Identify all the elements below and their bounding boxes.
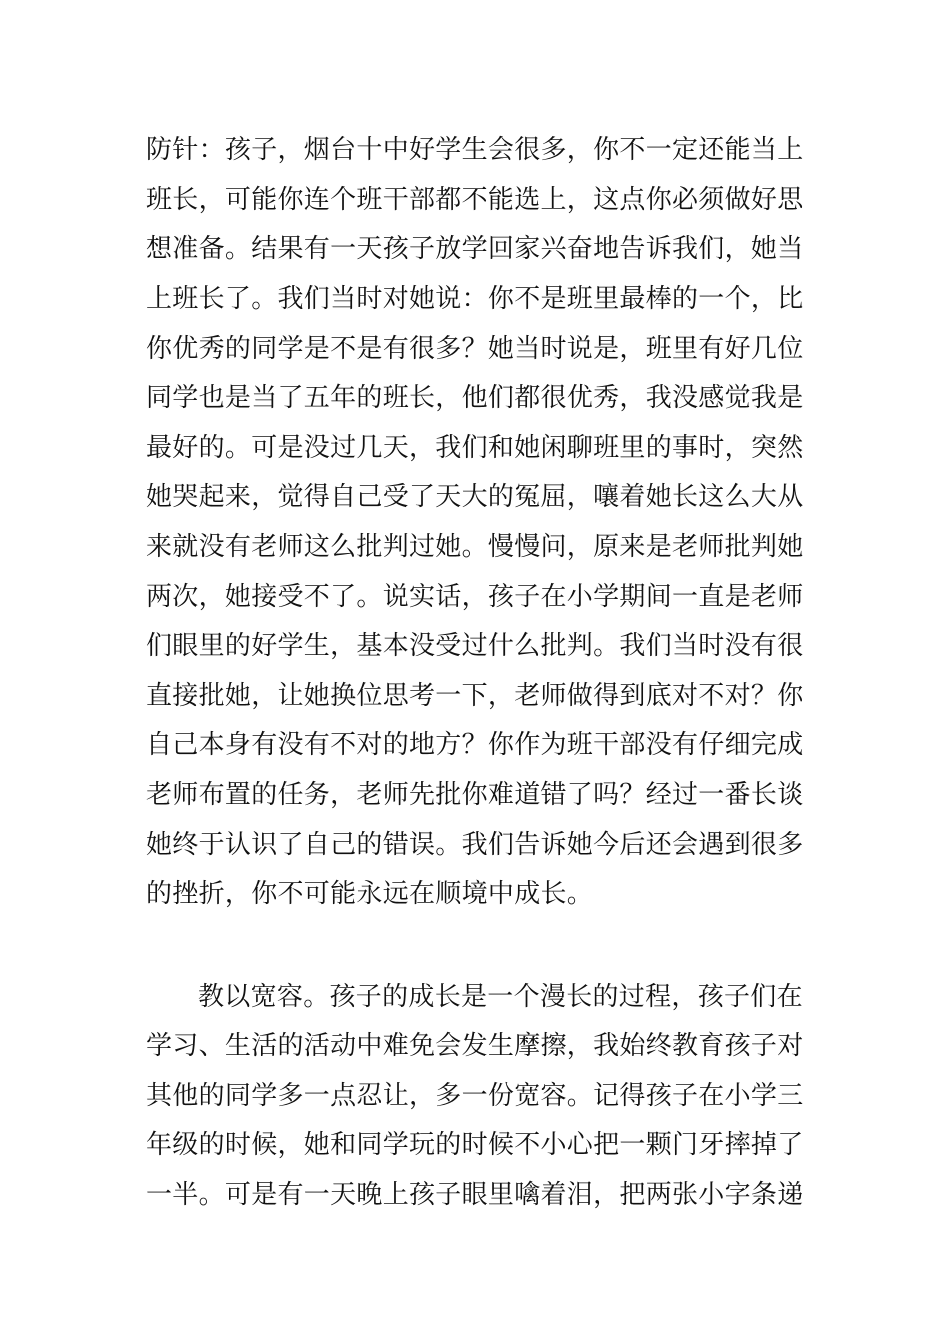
text-line: 年级的时候，她和同学玩的时候不小心把一颗门牙摔掉了 [146, 1130, 804, 1160]
text-line: 你优秀的同学是不是有很多？她当时说是，班里有好几位 [146, 334, 804, 364]
text-line: 自己本身有没有不对的地方？你作为班干部没有仔细完成 [146, 730, 804, 760]
text-line: 最好的。可是没过几天，我们和她闲聊班里的事时，突然 [146, 433, 804, 463]
text-line: 她终于认识了自己的错误。我们告诉她今后还会遇到很多 [146, 830, 804, 860]
text-line: 同学也是当了五年的班长，他们都很优秀，我没感觉我是 [146, 383, 804, 413]
text-line: 教以宽容。孩子的成长是一个漫长的过程，孩子们在 [198, 982, 803, 1012]
text-line: 她哭起来，觉得自己受了天大的冤屈，嚷着她长这么大从 [146, 482, 804, 512]
text-line: 上班长了。我们当时对她说：你不是班里最棒的一个，比 [146, 284, 804, 314]
text-line: 想准备。结果有一天孩子放学回家兴奋地告诉我们，她当 [146, 234, 804, 264]
text-line: 来就没有老师这么批判过她。慢慢问，原来是老师批判她 [146, 532, 804, 562]
text-line: 其他的同学多一点忍让，多一份宽容。记得孩子在小学三 [146, 1081, 804, 1111]
text-line: 的挫折，你不可能永远在顺境中成长。 [146, 879, 594, 909]
text-line: 一半。可是有一天晚上孩子眼里噙着泪，把两张小字条递 [146, 1180, 804, 1210]
text-line: 老师布置的任务，老师先批你难道错了吗？经过一番长谈 [146, 780, 804, 810]
text-line: 直接批她，让她换位思考一下，老师做得到底对不对？你 [146, 681, 804, 711]
text-line: 防针：孩子，烟台十中好学生会很多，你不一定还能当上 [146, 135, 804, 165]
text-line: 们眼里的好学生，基本没受过什么批判。我们当时没有很 [146, 631, 804, 661]
text-line: 班长，可能你连个班干部都不能选上，这点你必须做好思 [146, 185, 804, 215]
text-line: 两次，她接受不了。说实话，孩子在小学期间一直是老师 [146, 582, 804, 612]
text-line: 学习、生活的活动中难免会发生摩擦，我始终教育孩子对 [146, 1031, 804, 1061]
